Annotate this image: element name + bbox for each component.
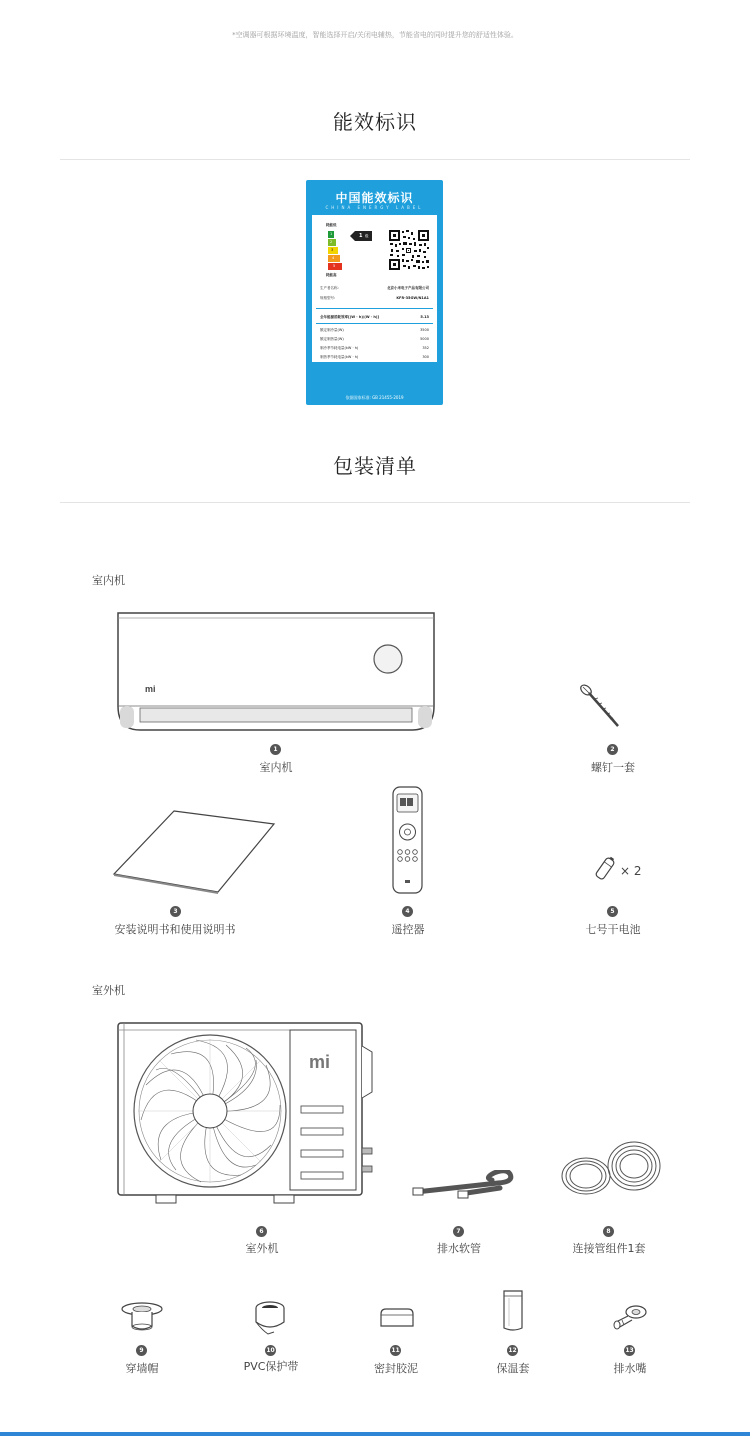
item-label: 连接管组件1套	[572, 1242, 646, 1255]
insulation-sleeve-icon	[500, 1288, 526, 1334]
grade-4-label: 4	[332, 256, 335, 260]
energy-label-standard: 依据国家标准: GB 21455-2019	[345, 395, 404, 400]
indoor-group-label: 室内机	[92, 574, 125, 587]
item-number: 1	[270, 744, 281, 755]
brand-logo: mi	[145, 684, 156, 694]
item-number: 11	[391, 1347, 400, 1354]
spec-label: 额定制冷量(W)	[320, 328, 344, 332]
energy-label-body	[312, 215, 437, 362]
item-label: PVC保护带	[243, 1360, 299, 1373]
item-label: 安装说明书和使用说明书	[114, 923, 236, 936]
spec-label: 额定制热量(W)	[320, 337, 344, 341]
divider	[60, 159, 690, 160]
drain-nozzle-icon	[610, 1302, 650, 1332]
grade-5-label: 5	[333, 264, 336, 268]
item-label: 保温套	[496, 1362, 530, 1375]
indoor-unit-illustration	[116, 610, 436, 739]
item-number: 4	[402, 906, 413, 917]
qr-code-icon	[388, 229, 430, 271]
manual-icon	[110, 808, 280, 894]
model-label: 规格型号:	[320, 296, 336, 300]
grade-2-label: 2	[330, 240, 333, 244]
drain-hose-icon	[410, 1170, 516, 1202]
item-label: 排水软管	[437, 1242, 481, 1255]
grade-suffix: 级	[365, 234, 369, 238]
energy-label-divider	[316, 323, 433, 324]
energy-label-divider	[316, 308, 433, 309]
item-label: 遥控器	[391, 923, 425, 936]
grade-value: 1	[359, 233, 363, 239]
manufacturer-value: 北京小米电子产品有限公司	[387, 286, 429, 290]
item-label: 螺钉一套	[591, 761, 635, 774]
apf-label: 全年能源消耗效率[(W · h)/(W · h)]	[320, 315, 380, 319]
apf-value: 5.13	[420, 315, 429, 319]
screw-icon	[578, 682, 624, 730]
remote-control-icon	[392, 786, 424, 896]
spec-label: 制冷季节耗电量(kW · h)	[320, 346, 359, 350]
outdoor-unit-icon	[116, 1020, 382, 1206]
item-number: 12	[508, 1347, 517, 1354]
grade-scale-icon	[324, 231, 348, 271]
item-label: 室外机	[245, 1242, 279, 1255]
manufacturer-label: 生产者名称:	[320, 286, 339, 290]
high-consumption-label: 耗能高	[326, 273, 337, 277]
item-number: 13	[625, 1347, 634, 1354]
battery-quantity: × 2	[620, 864, 642, 878]
indoor-unit-icon	[116, 610, 436, 735]
grade-1-label: 1	[330, 232, 333, 236]
connection-pipe-icon	[558, 1132, 664, 1204]
spec-value: 352	[422, 346, 429, 350]
item-number: 9	[136, 1345, 147, 1356]
item-number: 2	[607, 744, 618, 755]
wall-cap-icon	[120, 1300, 164, 1334]
energy-label-heading: 能效标识	[333, 110, 417, 134]
outdoor-group-label: 室外机	[92, 984, 125, 997]
item-label: 七号干电池	[585, 923, 641, 936]
low-consumption-label: 耗能低	[326, 223, 337, 227]
item-number: 3	[170, 906, 181, 917]
item-number: 8	[603, 1226, 614, 1237]
bottom-accent-bar	[0, 1432, 750, 1436]
spec-value: 5000	[420, 337, 429, 341]
outdoor-brand-logo: mi	[309, 1052, 331, 1072]
item-number: 6	[256, 1226, 267, 1237]
item-number: 7	[453, 1226, 464, 1237]
model-value: KFR-35GW/N1A1	[396, 296, 429, 300]
spec-label: 制热季节耗电量(kW · h)	[320, 355, 359, 359]
spec-value: 3500	[420, 328, 429, 332]
item-label: 室内机	[259, 761, 293, 774]
top-note: *空调器可根据环境温度，智能选择开启/关闭电辅热，节能省电的同时提升您的舒适性体验。	[232, 31, 518, 39]
energy-label-title: 中国能效标识	[335, 191, 414, 205]
item-number: 10	[266, 1347, 275, 1354]
divider	[60, 502, 690, 503]
china-energy-label	[306, 180, 443, 405]
item-label: 排水嘴	[613, 1362, 647, 1375]
energy-label-subtitle: CHINA ENERGY LABEL	[325, 205, 424, 210]
battery-icon	[592, 852, 620, 884]
sealing-putty-icon	[378, 1306, 416, 1330]
pvc-tape-icon	[252, 1300, 290, 1336]
packing-list-heading: 包装清单	[333, 454, 417, 478]
item-number: 5	[607, 906, 618, 917]
item-label: 密封胶泥	[374, 1362, 418, 1375]
spec-value: 300	[422, 355, 429, 359]
item-label: 穿墙帽	[125, 1362, 159, 1375]
grade-3-label: 3	[331, 248, 334, 252]
